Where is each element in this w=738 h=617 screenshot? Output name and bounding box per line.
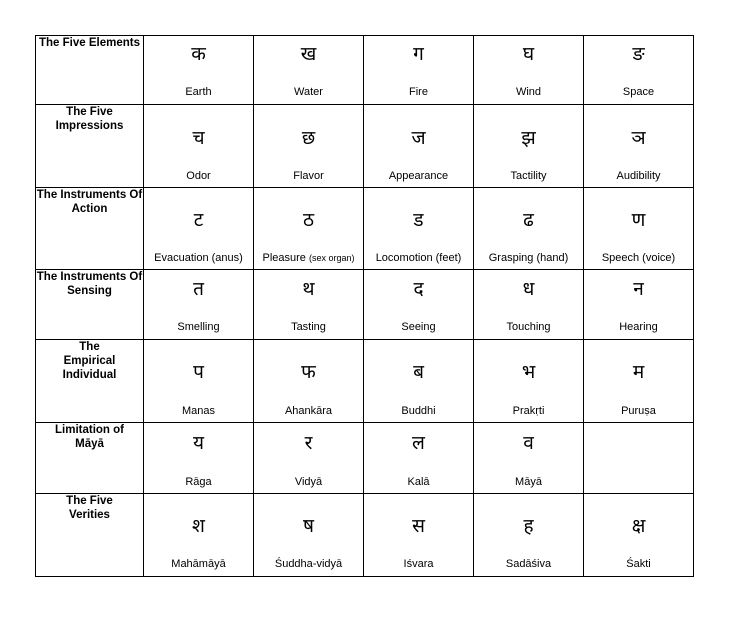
devanagari-letter: ह [523, 515, 534, 537]
devanagari-letter: र [304, 432, 313, 454]
meaning-note: (sex organ) [308, 253, 355, 263]
letter-cell [584, 270, 694, 340]
letter-cell [364, 105, 474, 188]
table-row [36, 36, 694, 105]
row-label: The Five Impressions [36, 105, 144, 188]
letter-meaning: Vidyā [294, 476, 323, 488]
letter-meaning: Tasting [291, 321, 326, 333]
devanagari-letter: ख [300, 43, 317, 65]
letter-meaning: Audibility [616, 170, 661, 182]
devanagari-letter: फ [301, 361, 316, 383]
letter-cell [584, 188, 694, 270]
devanagari-letter: म [632, 361, 645, 383]
devanagari-letter: ञ [631, 127, 646, 149]
letter-meaning: Grasping (hand) [488, 252, 569, 264]
table-row [36, 494, 694, 577]
letter-cell [364, 423, 474, 494]
letter-cell [474, 105, 584, 188]
devanagari-letter: भ [521, 361, 536, 383]
sanskrit-alphabet-table [35, 35, 694, 577]
letter-cell [254, 494, 364, 577]
letter-cell [364, 494, 474, 577]
devanagari-letter: क्ष [631, 515, 646, 537]
table-body [36, 36, 694, 577]
letter-meaning: Earth [185, 86, 212, 98]
letter-meaning: Evacuation (anus) [154, 252, 243, 264]
letter-meaning: Prakṛti [512, 405, 545, 417]
devanagari-letter: ढ [523, 209, 534, 231]
letter-cell [584, 105, 694, 188]
letter-meaning: Wind [515, 86, 542, 98]
meaning-main: Pleasure [262, 252, 306, 264]
letter-meaning: Water [294, 86, 323, 98]
letter-cell [254, 270, 364, 340]
devanagari-letter: थ [302, 278, 315, 300]
letter-meaning: Flavor [293, 170, 324, 182]
devanagari-letter: स [412, 515, 425, 537]
letter-meaning: Odor [186, 170, 211, 182]
table-row [36, 270, 694, 340]
letter-meaning: Locomotion (feet) [375, 252, 462, 264]
letter-meaning: Śakti [626, 558, 651, 570]
devanagari-letter: व [523, 432, 534, 454]
letter-meaning [254, 252, 363, 265]
letter-cell [474, 340, 584, 423]
letter-cell [364, 270, 474, 340]
letter-cell [254, 188, 364, 270]
row-label: The Five Elements [36, 36, 144, 105]
letter-cell [474, 270, 584, 340]
devanagari-letter: ङ [632, 43, 645, 65]
row-label: The Empirical Individual [36, 340, 144, 423]
devanagari-letter: ल [412, 432, 425, 454]
devanagari-letter: झ [521, 127, 536, 149]
letter-cell [254, 105, 364, 188]
devanagari-letter: प [193, 361, 204, 383]
table-row [36, 423, 694, 494]
letter-meaning: Space [622, 86, 655, 98]
letter-meaning: Rāga [185, 476, 212, 488]
letter-meaning: Ahankāra [284, 405, 333, 417]
letter-meaning: Mahāmāyā [171, 558, 226, 570]
letter-meaning: Tactility [510, 170, 547, 182]
letter-cell [144, 188, 254, 270]
row-label: The Instruments Of Sensing [36, 270, 144, 340]
letter-cell [144, 105, 254, 188]
devanagari-letter: घ [522, 43, 535, 65]
devanagari-letter: द [413, 278, 424, 300]
letter-meaning: Seeing [401, 321, 436, 333]
devanagari-letter: ण [631, 209, 646, 231]
letter-cell [364, 188, 474, 270]
devanagari-letter: य [192, 432, 205, 454]
letter-meaning: Puruṣa [621, 405, 656, 417]
letter-meaning: Fire [409, 86, 428, 98]
letter-meaning: Hearing [619, 321, 658, 333]
table-row [36, 188, 694, 270]
devanagari-letter: ड [413, 209, 424, 231]
letter-meaning: Sadāśiva [505, 558, 552, 570]
letter-cell [254, 36, 364, 105]
row-label: The Instruments Of Action [36, 188, 144, 270]
devanagari-letter: त [193, 278, 204, 300]
letter-cell [474, 188, 584, 270]
table-row [36, 340, 694, 423]
letter-meaning: Touching [506, 321, 551, 333]
letter-cell [254, 423, 364, 494]
letter-meaning: Appearance [388, 170, 449, 182]
letter-cell [144, 340, 254, 423]
devanagari-letter: क [191, 43, 206, 65]
devanagari-letter: छ [301, 127, 316, 149]
devanagari-letter: ब [413, 361, 424, 383]
devanagari-letter: ष [303, 515, 314, 537]
letter-meaning: Speech (voice) [601, 252, 676, 264]
letter-cell [474, 36, 584, 105]
letter-cell [144, 270, 254, 340]
letter-meaning: Māyā [515, 476, 542, 488]
letter-cell [364, 36, 474, 105]
letter-meaning: Buddhi [401, 405, 436, 417]
letter-cell [474, 494, 584, 577]
empty-cell [584, 423, 694, 494]
letter-cell [144, 36, 254, 105]
devanagari-letter: श [192, 515, 205, 537]
letter-cell [254, 340, 364, 423]
letter-cell [144, 423, 254, 494]
letter-meaning: Śuddha-vidyā [274, 558, 343, 570]
letter-meaning: Kalā [407, 476, 430, 488]
devanagari-letter: ध [522, 278, 535, 300]
devanagari-letter: च [192, 127, 205, 149]
letter-cell [144, 494, 254, 577]
devanagari-letter: न [633, 278, 644, 300]
letter-cell [474, 423, 584, 494]
row-label: Limitation of Māyā [36, 423, 144, 494]
letter-cell [364, 340, 474, 423]
letter-cell [584, 36, 694, 105]
devanagari-letter: ट [193, 209, 204, 231]
table-row [36, 105, 694, 188]
letter-cell [584, 340, 694, 423]
letter-meaning: Manas [181, 405, 216, 417]
row-label: The Five Verities [36, 494, 144, 577]
devanagari-letter: ठ [302, 209, 315, 231]
letter-cell [584, 494, 694, 577]
devanagari-letter: ज [411, 127, 426, 149]
devanagari-letter: ग [413, 43, 424, 65]
letter-meaning: Smelling [177, 321, 220, 333]
letter-meaning: Iśvara [403, 558, 434, 570]
